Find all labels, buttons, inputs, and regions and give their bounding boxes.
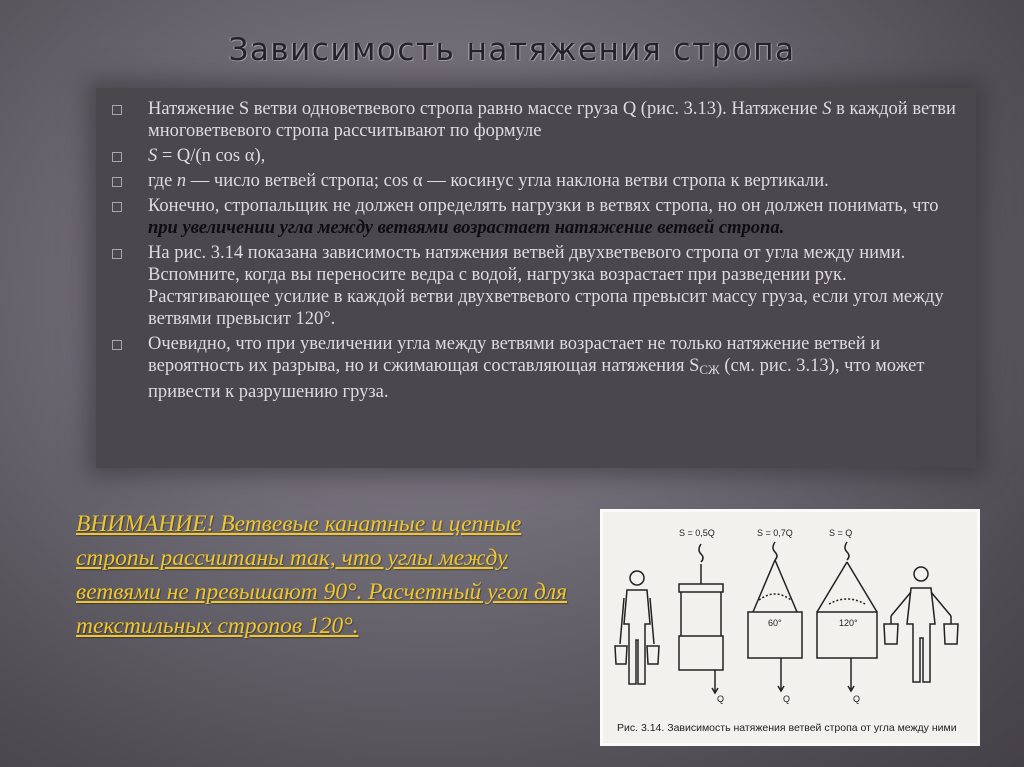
bullet-item: где n — число ветвей стропа; cos α — косинус угла наклона ветви стропа к вертикали. bbox=[148, 170, 968, 192]
angle-60: 60° bbox=[768, 618, 782, 628]
man-buckets-down-icon bbox=[615, 571, 659, 684]
bullet-marker-icon bbox=[112, 202, 122, 212]
load-q-2: Q bbox=[783, 694, 791, 704]
bullet-list bbox=[148, 98, 968, 406]
bullet-item: Очевидно, что при увеличении угла между ветвями возрастает не только натяжение ветвей и вероятность их разрыва, но и сжимающая составляющая натяжения $S_{СЖ}$ (см. рис. 3.13), что может привести к разрушению груза. bbox=[148, 333, 968, 403]
bullet-marker-icon bbox=[112, 105, 122, 115]
load-slings-60deg-icon bbox=[748, 542, 802, 691]
slide-title: Зависимость натяжения стропа bbox=[228, 32, 796, 68]
man-buckets-spread-icon bbox=[884, 567, 958, 682]
figure-caption: Рис. 3.14. Зависимость натяжения ветвей стропа от угла между ними bbox=[617, 722, 957, 734]
bullet-item: S = Q/(n cos α), bbox=[148, 145, 968, 167]
warning-note: ВНИМАНИЕ! Ветвевые канатные и цепные стропы рассчитаны так, что углы между ветвями не превышают 90°. Расчетный угол для текстильных стропов 120°. bbox=[76, 511, 568, 639]
bullet-item: Натяжение S ветви одноветвевого стропа равно массе груза Q (рис. 3.13). Натяжение S в каждой ветви многоветвевого стропа рассчитывают по формуле bbox=[148, 98, 968, 142]
bullet-marker-icon bbox=[112, 249, 122, 259]
sling-diagram bbox=[603, 512, 977, 743]
bullet-item: На рис. 3.14 показана зависимость натяжения ветвей двухветвевого стропа от угла между ними. Вспомните, когда вы переносите ведра с водой, нагрузка возрастает при разведении рук. Растягивающее усилие в каждой ветви двухветвевого стропа превысит массу груза, если угол между ветвями превысит 120°. bbox=[148, 242, 968, 330]
load-q-1: Q bbox=[717, 694, 725, 704]
load-slings-vertical-icon bbox=[679, 544, 723, 693]
emphasis-text: при увеличении угла между ветвями возрастает натяжение ветвей стропа. bbox=[148, 218, 785, 238]
content-panel bbox=[96, 88, 976, 468]
angle-120: 120° bbox=[839, 618, 858, 628]
bullet-marker-icon bbox=[112, 152, 122, 162]
bullet-item: Конечно, стропальщик не должен определять нагрузки в ветвях стропа, но он должен понимать, что при увеличении угла между ветвями возрастает натяжение ветвей стропа. bbox=[148, 195, 968, 239]
label-s-05q: S = 0,5Q bbox=[679, 528, 715, 538]
load-q-3: Q bbox=[853, 694, 861, 704]
label-s-07q: S = 0,7Q bbox=[757, 528, 793, 538]
load-slings-120deg-icon bbox=[817, 542, 877, 691]
label-s-q: S = Q bbox=[829, 528, 853, 538]
bullet-marker-icon bbox=[112, 177, 122, 187]
bullet-marker-icon bbox=[112, 340, 122, 350]
figure-sling-tension bbox=[600, 509, 980, 746]
